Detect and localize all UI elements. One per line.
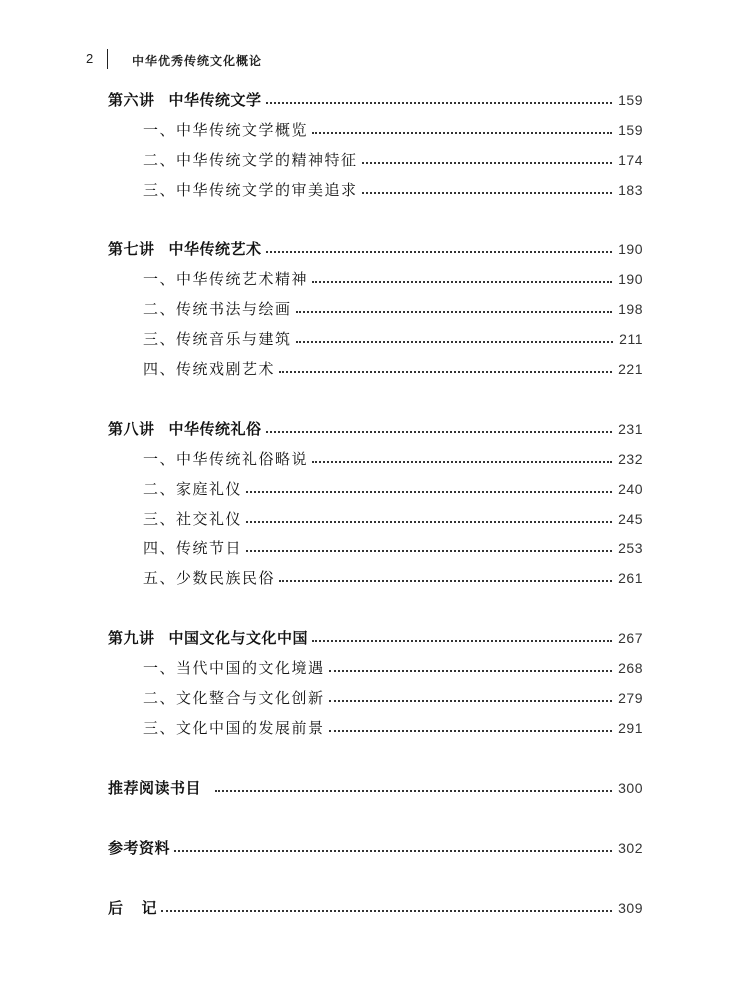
page-ref: 261 xyxy=(618,570,643,586)
afterword-char-1: 后 xyxy=(108,899,124,917)
dot-leader xyxy=(279,371,612,373)
toc-section-9-3[interactable] xyxy=(143,716,643,738)
page-ref: 190 xyxy=(618,241,643,257)
dot-leader xyxy=(174,850,612,852)
page-ref: 183 xyxy=(618,182,643,198)
toc-chapter-7[interactable] xyxy=(108,237,643,259)
dot-leader xyxy=(215,790,612,792)
section-title: 三、社交礼仪 xyxy=(143,510,243,528)
afterword-char-2: 记 xyxy=(141,899,158,917)
toc-chapter-9[interactable] xyxy=(108,626,643,648)
dot-leader xyxy=(362,192,613,194)
section-title: 二、中华传统文学的精神特征 xyxy=(143,151,358,169)
header-divider xyxy=(107,49,108,69)
dot-leader xyxy=(329,700,613,702)
dot-leader xyxy=(266,251,613,253)
book-title: 中华优秀传统文化概论 xyxy=(132,54,263,68)
dot-leader xyxy=(246,491,612,493)
dot-leader xyxy=(312,640,612,642)
entry-title xyxy=(108,898,157,918)
chapter-title: 中华传统艺术 xyxy=(168,240,262,258)
running-header xyxy=(0,0,750,80)
toc-section-8-4[interactable] xyxy=(143,536,643,558)
toc-section-9-2[interactable] xyxy=(143,686,643,708)
section-title: 一、中华传统艺术精神 xyxy=(143,270,309,288)
page-ref: 291 xyxy=(618,720,643,736)
toc-chapter-6[interactable] xyxy=(108,88,643,110)
page-ref: 198 xyxy=(618,301,643,317)
section-title: 四、传统节日 xyxy=(143,539,243,557)
page-ref: 253 xyxy=(618,540,643,556)
dot-leader xyxy=(362,162,613,164)
entry-title: 参考资料 xyxy=(108,839,171,857)
toc-references[interactable] xyxy=(108,836,643,858)
toc-chapter-8[interactable] xyxy=(108,417,643,439)
chapter-title: 中国文化与文化中国 xyxy=(168,629,309,647)
page-ref: 245 xyxy=(618,511,643,527)
page-ref: 159 xyxy=(618,122,643,138)
section-title: 三、中华传统文学的审美追求 xyxy=(143,181,358,199)
chapter-title: 中华传统礼俗 xyxy=(168,420,262,438)
section-title: 二、家庭礼仪 xyxy=(143,480,243,498)
page-ref: 211 xyxy=(619,331,643,347)
dot-leader xyxy=(246,550,612,552)
page-ref: 309 xyxy=(618,900,643,916)
section-title: 一、中华传统礼俗略说 xyxy=(143,450,309,468)
section-title: 一、当代中国的文化境遇 xyxy=(143,659,325,677)
section-title: 一、中华传统文学概览 xyxy=(143,121,309,139)
dot-leader xyxy=(266,102,613,104)
page-ref: 302 xyxy=(618,840,643,856)
chapter-title: 中华传统文学 xyxy=(168,91,262,109)
toc-section-7-1[interactable] xyxy=(143,267,643,289)
page-ref: 231 xyxy=(618,421,643,437)
toc-afterword[interactable] xyxy=(108,896,643,918)
dot-leader xyxy=(329,670,613,672)
toc-section-8-1[interactable] xyxy=(143,447,643,469)
toc-section-9-1[interactable] xyxy=(143,656,643,678)
page-ref: 174 xyxy=(618,152,643,168)
chapter-label xyxy=(108,90,262,110)
dot-leader xyxy=(296,311,613,313)
section-title: 二、文化整合与文化创新 xyxy=(143,689,325,707)
page-ref: 279 xyxy=(618,690,643,706)
section-title: 三、传统音乐与建筑 xyxy=(143,330,292,348)
page-number: 2 xyxy=(86,51,94,66)
toc-recommended-reading[interactable] xyxy=(108,776,643,798)
chapter-number: 第六讲 xyxy=(108,91,155,109)
page-ref: 268 xyxy=(618,660,643,676)
toc-section-7-2[interactable] xyxy=(143,297,643,319)
chapter-label xyxy=(108,628,308,648)
dot-leader xyxy=(161,910,612,912)
page-ref: 240 xyxy=(618,481,643,497)
toc-section-8-3[interactable] xyxy=(143,507,643,529)
entry-title: 推荐阅读书目 xyxy=(108,779,202,797)
toc-section-7-4[interactable] xyxy=(143,357,643,379)
dot-leader xyxy=(266,431,613,433)
section-title: 五、少数民族民俗 xyxy=(143,569,276,587)
dot-leader xyxy=(296,341,613,343)
chapter-label xyxy=(108,239,262,259)
toc-section-8-2[interactable] xyxy=(143,477,643,499)
section-title: 四、传统戏剧艺术 xyxy=(143,360,276,378)
toc-section-7-3[interactable] xyxy=(143,327,643,349)
page-ref: 300 xyxy=(618,780,643,796)
section-title: 三、文化中国的发展前景 xyxy=(143,719,325,737)
toc-section-6-1[interactable] xyxy=(143,118,643,140)
section-title: 二、传统书法与绘画 xyxy=(143,300,292,318)
toc-section-6-2[interactable] xyxy=(143,148,643,170)
page-ref: 267 xyxy=(618,630,643,646)
chapter-number: 第八讲 xyxy=(108,420,155,438)
dot-leader xyxy=(246,521,612,523)
dot-leader xyxy=(312,461,612,463)
chapter-label xyxy=(108,419,262,439)
dot-leader xyxy=(312,132,612,134)
toc-section-8-5[interactable] xyxy=(143,566,643,588)
dot-leader xyxy=(279,580,612,582)
page-ref: 190 xyxy=(618,271,643,287)
chapter-number: 第九讲 xyxy=(108,629,155,647)
page-ref: 232 xyxy=(618,451,643,467)
chapter-number: 第七讲 xyxy=(108,240,155,258)
page-ref: 221 xyxy=(618,361,643,377)
dot-leader xyxy=(312,281,612,283)
page-ref: 159 xyxy=(618,92,643,108)
toc-section-6-3[interactable] xyxy=(143,178,643,200)
dot-leader xyxy=(329,730,613,732)
